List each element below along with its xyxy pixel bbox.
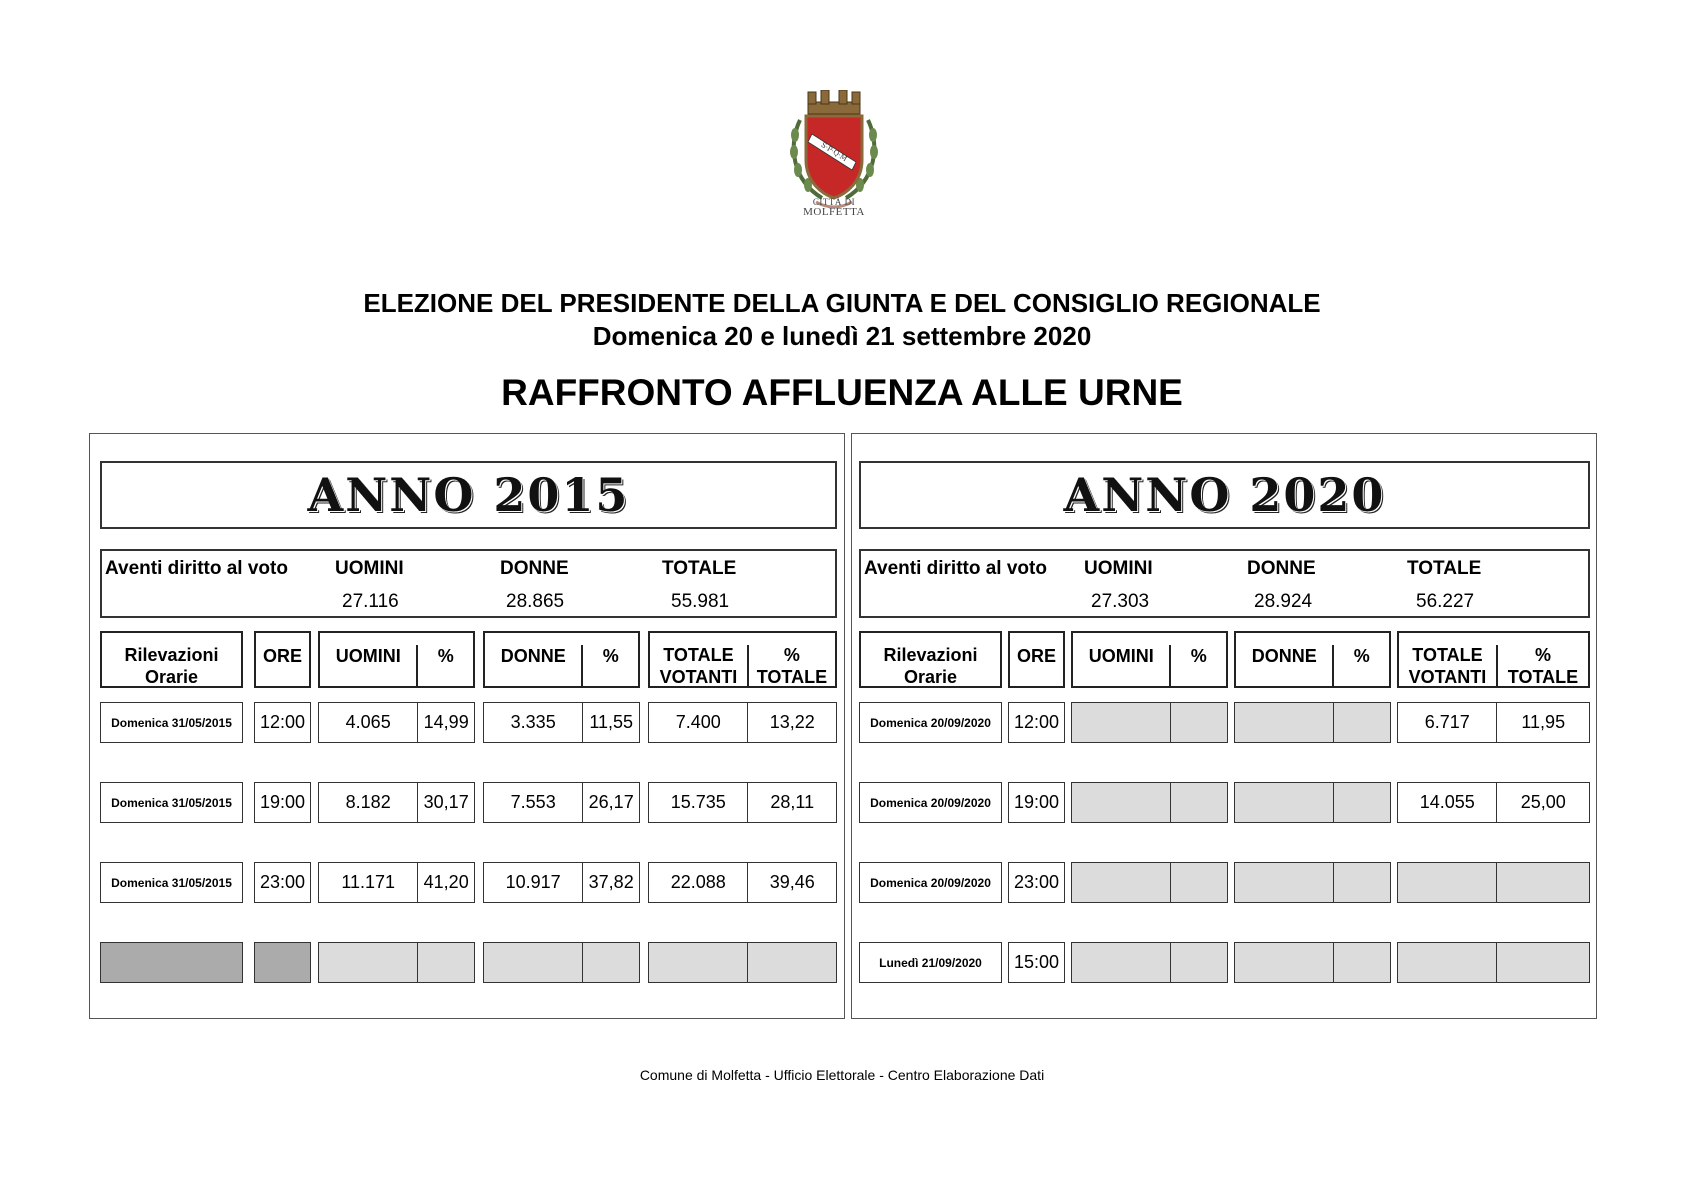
header-uomini-label: UOMINI	[335, 646, 401, 666]
row-time-text: 19:00	[1013, 792, 1060, 812]
header-ore	[1008, 631, 1065, 688]
row-total	[648, 702, 837, 743]
header-totale-group	[648, 631, 837, 688]
svg-text:S·P·Q·M: S·P·Q·M	[819, 140, 849, 164]
year-title-box	[100, 461, 837, 529]
row-time	[254, 862, 311, 903]
row-time	[1008, 702, 1065, 743]
row-time-text: 12:00	[259, 712, 306, 732]
row-total-empty	[648, 942, 837, 983]
women-count: 28.924	[1254, 591, 1313, 612]
row-women-count: 10.917	[505, 872, 561, 892]
header-uomini-pct: %	[1190, 646, 1207, 666]
row-total	[1397, 782, 1590, 823]
total-count: 56.227	[1416, 591, 1475, 612]
row-men-empty	[1071, 702, 1228, 743]
row-time-empty	[254, 942, 311, 983]
eligible-voters-label: Aventi diritto al voto	[864, 558, 1047, 579]
header-rilevazioni-line1: Rilevazioni	[124, 644, 219, 665]
row-date-text: Lunedì 21/09/2020	[879, 955, 982, 970]
header-donne-label: DONNE	[500, 646, 566, 666]
row-men-pct: 41,20	[423, 872, 469, 892]
row-time-text: 15:00	[1013, 952, 1060, 972]
row-date	[859, 942, 1002, 983]
header-pct-totale-line1: %	[783, 644, 800, 665]
election-dates: Domenica 20 e lunedì 21 settembre 2020	[592, 321, 1092, 351]
row-date	[100, 702, 243, 743]
row-total-pct: 28,11	[770, 792, 815, 812]
header-donne-group	[1234, 631, 1391, 688]
row-women-pct: 37,82	[588, 872, 634, 892]
row-time	[254, 782, 311, 823]
header-donne-group	[483, 631, 640, 688]
total-label: TOTALE	[662, 558, 737, 579]
row-men-count: 11.171	[341, 872, 396, 892]
header-uomini-pct: %	[437, 646, 454, 666]
header-rilevazioni-line1: Rilevazioni	[883, 644, 978, 665]
row-women-pct: 26,17	[588, 792, 634, 812]
men-count: 27.303	[1091, 591, 1150, 612]
header-uomini-group	[1071, 631, 1228, 688]
header-pct-totale-line1: %	[1534, 644, 1551, 665]
row-total-pct: 39,46	[769, 872, 815, 892]
row-women-empty	[1234, 862, 1391, 903]
row-women-empty	[1234, 942, 1391, 983]
eligible-voters-label: Aventi diritto al voto	[105, 558, 288, 579]
header-uomini-label: UOMINI	[1088, 646, 1154, 666]
header-totale-votanti-line1: TOTALE	[663, 644, 734, 665]
election-title: ELEZIONE DEL PRESIDENTE DELLA GIUNTA E DEL CONSIGLIO REGIONALE	[363, 288, 1321, 318]
year-title-box	[859, 461, 1590, 529]
men-label: UOMINI	[1084, 558, 1153, 579]
row-total-pct: 13,22	[769, 712, 815, 732]
row-men-empty	[1071, 862, 1228, 903]
header-totale-group	[1397, 631, 1590, 688]
men-label: UOMINI	[335, 558, 404, 579]
year-title: ANNO 2020	[1063, 468, 1386, 522]
row-total-pct: 25,00	[1520, 792, 1566, 812]
header-donne-label: DONNE	[1251, 646, 1317, 666]
women-label: DONNE	[500, 558, 569, 579]
header-uomini-group	[318, 631, 475, 688]
row-date-text: Domenica 31/05/2015	[111, 795, 232, 810]
header-ore-label: ORE	[1016, 646, 1056, 666]
panel-2015	[89, 433, 845, 1019]
year-title: ANNO 2015	[307, 468, 630, 522]
row-total-count: 22.088	[670, 872, 726, 892]
row-men	[318, 782, 475, 823]
row-time-text: 19:00	[259, 792, 306, 812]
header-ore	[254, 631, 311, 688]
row-total-count: 6.717	[1424, 712, 1470, 732]
women-label: DONNE	[1247, 558, 1316, 579]
row-total	[648, 782, 837, 823]
row-women	[483, 702, 640, 743]
row-date-text: Domenica 20/09/2020	[870, 875, 991, 890]
row-women	[483, 782, 640, 823]
row-women	[483, 862, 640, 903]
header-ore-label: ORE	[262, 646, 302, 666]
eligible-voters-box	[100, 549, 837, 618]
row-total-empty	[1397, 862, 1590, 903]
row-total-pct: 11,95	[1521, 712, 1566, 732]
row-date-text: Domenica 20/09/2020	[870, 715, 991, 730]
header-donne-pct: %	[1353, 646, 1370, 666]
row-women-empty	[1234, 782, 1391, 823]
row-date	[859, 702, 1002, 743]
row-women-pct: 11,55	[589, 712, 634, 732]
row-men-empty	[1071, 782, 1228, 823]
row-women-empty	[483, 942, 640, 983]
header-donne-pct: %	[602, 646, 619, 666]
row-men-pct: 30,17	[423, 792, 469, 812]
row-total-empty	[1397, 942, 1590, 983]
row-date-text: Domenica 31/05/2015	[111, 875, 232, 890]
header-rilevazioni	[100, 631, 243, 688]
row-men	[318, 862, 475, 903]
row-women-count: 7.553	[510, 792, 556, 812]
row-women-empty	[1234, 702, 1391, 743]
row-men	[318, 702, 475, 743]
row-date-empty	[100, 942, 243, 983]
header-rilevazioni-line2: Orarie	[903, 666, 958, 687]
header-totale-votanti-line2: VOTANTI	[1408, 666, 1487, 687]
header-pct-totale-line2: TOTALE	[756, 666, 828, 687]
header-rilevazioni	[859, 631, 1002, 688]
row-men-count: 4.065	[345, 712, 391, 732]
row-date-text: Domenica 20/09/2020	[870, 795, 991, 810]
row-time	[254, 702, 311, 743]
row-total-count: 14.055	[1419, 792, 1475, 812]
panel-2020	[851, 433, 1597, 1019]
row-men-count: 8.182	[345, 792, 391, 812]
header-totale-votanti-line2: VOTANTI	[659, 666, 738, 687]
row-time-text: 23:00	[1013, 872, 1060, 892]
row-men-pct: 14,99	[423, 712, 469, 732]
row-time	[1008, 782, 1065, 823]
header-rilevazioni-line2: Orarie	[144, 666, 199, 687]
row-women-count: 3.335	[510, 712, 556, 732]
row-total-count: 7.400	[675, 712, 721, 732]
row-date-text: Domenica 31/05/2015	[111, 715, 232, 730]
women-count: 28.865	[506, 591, 565, 612]
row-time-text: 23:00	[259, 872, 306, 892]
row-total-count: 15.735	[670, 792, 726, 812]
row-date	[859, 782, 1002, 823]
footer: Comune di Molfetta - Ufficio Elettorale - Centro Elaborazione Dati	[639, 1067, 1045, 1083]
row-time-text: 12:00	[1013, 712, 1060, 732]
row-total	[1397, 702, 1590, 743]
eligible-voters-box	[859, 549, 1590, 618]
total-label: TOTALE	[1407, 558, 1482, 579]
row-date	[859, 862, 1002, 903]
header-totale-votanti-line1: TOTALE	[1412, 644, 1483, 665]
header-pct-totale-line2: TOTALE	[1507, 666, 1579, 687]
row-men-empty	[1071, 942, 1228, 983]
row-date	[100, 782, 243, 823]
page-title: RAFFRONTO AFFLUENZA ALLE URNE	[501, 372, 1183, 413]
row-time	[1008, 942, 1065, 983]
logo-caption-line1: CITTÀ DI	[812, 197, 856, 207]
logo-caption	[770, 197, 898, 217]
total-count: 55.981	[671, 591, 730, 612]
row-total	[648, 862, 837, 903]
men-count: 27.116	[342, 591, 399, 612]
row-time	[1008, 862, 1065, 903]
row-date	[100, 862, 243, 903]
logo-caption-line2: MOLFETTA	[803, 206, 865, 218]
row-men-empty	[318, 942, 475, 983]
